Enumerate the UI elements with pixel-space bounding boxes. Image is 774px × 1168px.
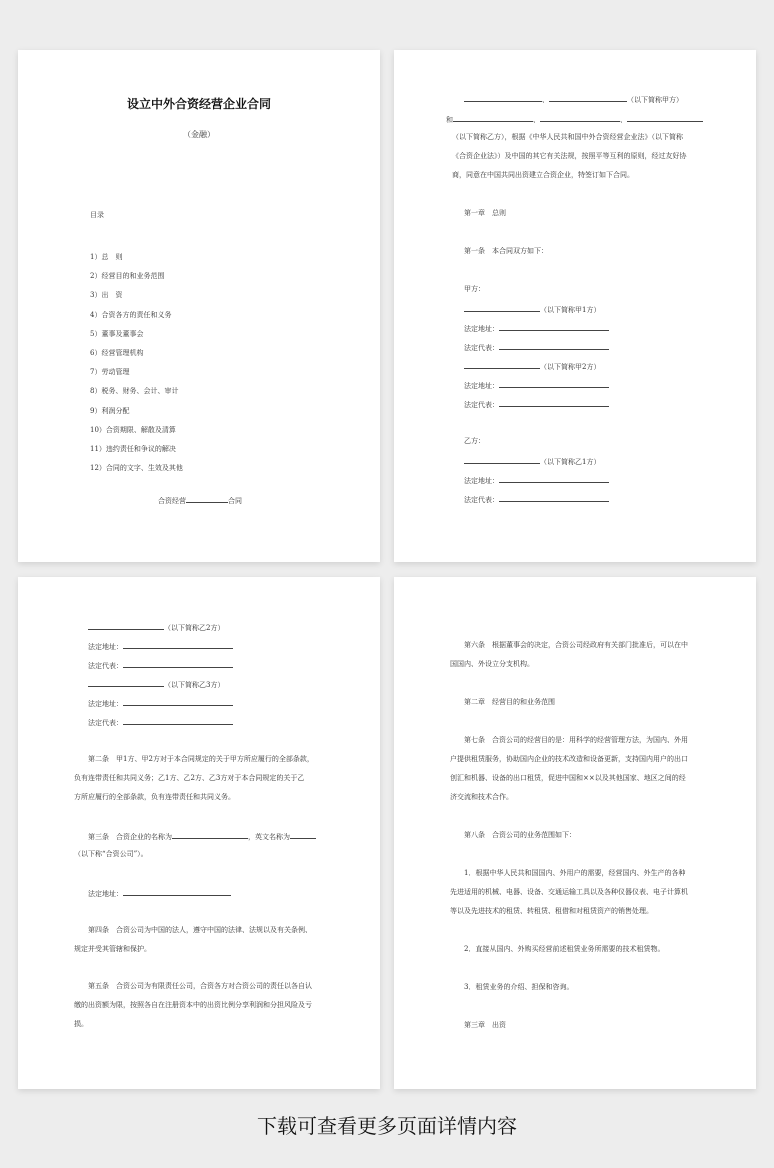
blank-line <box>540 113 620 122</box>
table-of-contents <box>90 248 183 478</box>
party-a-heading: 甲方： <box>464 285 485 293</box>
blank-line <box>499 493 609 502</box>
article-6-line-2: 国国内、外设立分支机构。 <box>450 660 534 668</box>
download-caption: 下载可查看更多页面详情内容 <box>257 1114 517 1138</box>
chapter-2-heading: 第二章 经营目的和业务范围 <box>464 698 555 706</box>
blank-line <box>123 640 233 649</box>
toc-item: 3）出 资 <box>90 291 123 300</box>
toc-heading: 目录 <box>90 211 104 219</box>
legal-rep-line <box>464 493 609 505</box>
blank-line <box>549 93 627 102</box>
article-7-line-2: 户提供租赁服务，协助国内企业的技术改造和设备更新，支持国内用户的出口 <box>450 755 688 763</box>
article-3-line-2: （以下称“合资公司”）。 <box>74 850 148 858</box>
separator: 、 <box>620 116 627 124</box>
blank-line <box>464 93 542 102</box>
blank-line <box>123 716 233 725</box>
document-page-4 <box>394 577 756 1089</box>
article-3-text: 第三条 合资企业的名称为 <box>88 833 172 841</box>
blank-line <box>499 341 609 350</box>
toc-item: 9）利润分配 <box>90 406 130 415</box>
blank-line <box>186 494 228 503</box>
parties-line-2 <box>446 113 703 125</box>
separator: 、 <box>542 96 549 104</box>
article-8: 第八条 合资公司的业务范围如下： <box>464 831 576 839</box>
toc-item: 8）税务、财务、会计、审计 <box>90 387 179 396</box>
blank-line <box>464 303 540 312</box>
party-a2-label: （以下简称甲2方） <box>540 363 601 371</box>
legal-address-line <box>88 697 233 709</box>
legal-address-line <box>88 887 231 899</box>
blank-line <box>499 398 609 407</box>
article-3-english-name: ，英文名称为 <box>248 833 290 841</box>
blank-line <box>123 659 233 668</box>
page1-footer <box>158 494 242 506</box>
article-1: 第一条 本合同双方如下： <box>464 247 548 255</box>
toc-item: 1）总 则 <box>90 253 123 261</box>
legal-rep-line <box>464 341 609 353</box>
item-1-line-2: 先进适用的机械、电器、设备、交通运输工具以及各种仪器仪表、电子计算机 <box>450 888 688 896</box>
blank-line <box>88 621 164 630</box>
footer-suffix: 合同 <box>228 497 242 505</box>
chapter-3-heading: 第三章 出资 <box>464 1021 506 1029</box>
toc-item: 6）经营管理机构 <box>90 349 144 358</box>
article-2-line-2: 负有连带责任和共同义务；乙1方、乙2方、乙3方对于本合同规定的关于乙 <box>74 774 305 782</box>
blank-line <box>464 455 540 464</box>
blank-line <box>453 113 533 122</box>
separator: 、 <box>533 116 540 124</box>
legal-address-line <box>464 322 609 334</box>
legal-rep-line <box>88 659 233 671</box>
party-b1-line <box>464 455 600 467</box>
chapter-1-heading: 第一章 总则 <box>464 209 506 217</box>
document-page-3 <box>18 577 380 1089</box>
blank-line <box>627 113 703 122</box>
article-5-line-2: 缴的出资额为限，按照各自在注册资本中的出资比例分享利润和分担风险及亏 <box>74 1001 312 1009</box>
party-a-label: （以下简称甲方） <box>627 96 683 104</box>
item-1-line-3: 等以及先进技术的租赁、转租赁、租借和对租赁资产的销售处理。 <box>450 907 653 915</box>
toc-item: 5）董事及董事会 <box>90 329 144 338</box>
legal-address-label: 法定地址： <box>464 382 499 390</box>
party-b-heading: 乙方： <box>464 437 485 445</box>
blank-line <box>123 887 231 896</box>
party-b3-line <box>88 678 224 690</box>
toc-item: 4）合资各方的责任和义务 <box>90 310 172 319</box>
toc-item: 11）违约责任和争议的解决 <box>90 445 176 454</box>
toc-item: 2）经营目的和业务范围 <box>90 272 165 281</box>
article-7-line-3: 创汇和机器、设备的出口租赁，促进中国和××以及其他国家、地区之间的经 <box>450 774 686 782</box>
preamble-line-3: （以下简称乙方），根据《中华人民共和国中外合资经营企业法》（以下简称 <box>452 133 683 141</box>
article-5-line-1: 第五条 合资公司为有限责任公司，合资各方对合资公司的责任以各自认 <box>88 982 312 990</box>
article-3-line-1 <box>88 830 316 842</box>
party-b1-label: （以下简称乙1方） <box>540 458 601 466</box>
item-2: 2．直接从国内、外购买经营前述租赁业务所需要的技术租赁物。 <box>464 945 665 953</box>
legal-address-label: 法定地址： <box>464 325 499 333</box>
item-3: 3．租赁业务的介绍、担保和咨询。 <box>464 983 574 991</box>
article-7-line-1: 第七条 合资公司的经营目的是：用科学的经营管理方法，为国内、外用 <box>464 736 688 744</box>
article-4-line-2: 规定并受其管辖和保护。 <box>74 945 151 953</box>
article-4-line-1: 第四条 合资公司为中国的法人，遵守中国的法律、法规以及有关条例、 <box>88 926 312 934</box>
preamble-line-4: 《合资企业法》）及中国的其它有关法规，按照平等互利的原则，经过友好协 <box>452 152 687 160</box>
article-2-line-3: 方所应履行的全部条款，负有连带责任和共同义务。 <box>74 793 235 801</box>
party-a2-line <box>464 360 600 372</box>
legal-rep-label: 法定代表： <box>464 496 499 504</box>
and-text: 和 <box>446 116 453 124</box>
blank-line <box>123 697 233 706</box>
blank-line <box>88 678 164 687</box>
party-b2-line <box>88 621 224 633</box>
toc-item: 7）劳动管理 <box>90 368 130 377</box>
parties-line-1 <box>464 93 683 105</box>
preamble-line-5: 商，同意在中国共同出资建立合资企业，特签订如下合同。 <box>452 171 634 179</box>
legal-rep-label: 法定代表： <box>88 662 123 670</box>
document-page-1 <box>18 50 380 562</box>
item-1-line-1: 1．根据中华人民共和国国内、外用户的需要，经营国内、外生产的各种 <box>464 869 686 877</box>
legal-rep-label: 法定代表： <box>88 719 123 727</box>
blank-line <box>172 830 248 839</box>
document-page-2 <box>394 50 756 562</box>
party-a1-line <box>464 303 600 315</box>
legal-rep-label: 法定代表： <box>464 344 499 352</box>
article-7-line-4: 济交流和技术合作。 <box>450 793 513 801</box>
blank-line <box>499 379 609 388</box>
legal-address-line <box>464 379 609 391</box>
toc-item: 12）合同的文字、生效及其他 <box>90 464 183 473</box>
blank-line <box>499 322 609 331</box>
party-a1-label: （以下简称甲1方） <box>540 306 601 314</box>
blank-line <box>290 830 316 839</box>
toc-item: 10）合资期限、解散及清算 <box>90 425 176 434</box>
document-subtitle: （金融） <box>183 130 215 139</box>
document-title: 设立中外合资经营企业合同 <box>126 97 271 111</box>
party-b2-label: （以下简称乙2方） <box>164 624 225 632</box>
article-2-line-1: 第二条 甲1方、甲2方对于本合同规定的关于甲方所应履行的全部条款， <box>88 755 314 763</box>
legal-address-label: 法定地址： <box>88 890 123 898</box>
blank-line <box>499 474 609 483</box>
legal-rep-line <box>88 716 233 728</box>
legal-address-line <box>464 474 609 486</box>
blank-line <box>464 360 540 369</box>
legal-address-label: 法定地址： <box>464 477 499 485</box>
article-6-line-1: 第六条 根据董事会的决定，合资公司经政府有关部门批准后，可以在中 <box>464 641 688 649</box>
party-b3-label: （以下简称乙3方） <box>164 681 225 689</box>
legal-rep-label: 法定代表： <box>464 401 499 409</box>
legal-rep-line <box>464 398 609 410</box>
article-5-line-3: 损。 <box>74 1020 88 1028</box>
legal-address-label: 法定地址： <box>88 700 123 708</box>
legal-address-line <box>88 640 233 652</box>
footer-prefix: 合资经营 <box>158 497 186 505</box>
legal-address-label: 法定地址： <box>88 643 123 651</box>
